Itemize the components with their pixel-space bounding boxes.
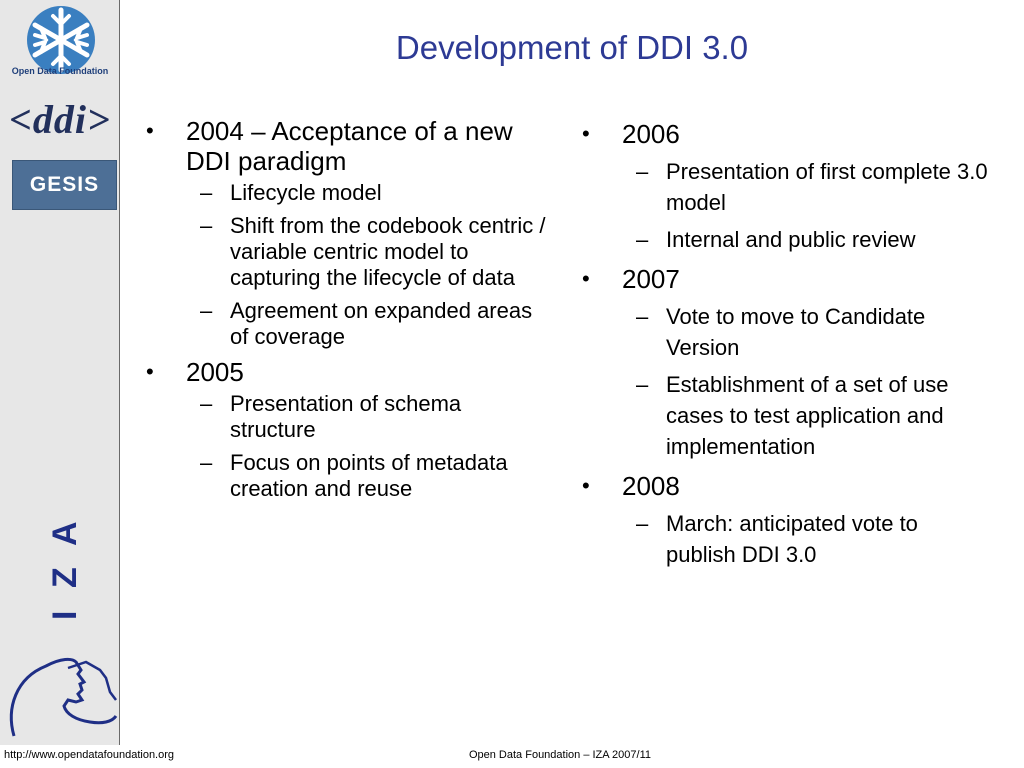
sub-bullet-item	[622, 156, 990, 218]
sub-bullet-list	[186, 391, 549, 502]
sub-bullet-text: Vote to move to Candidate Version	[666, 304, 926, 360]
sub-bullet-dash: –	[200, 450, 213, 475]
sub-bullet-list	[622, 301, 990, 462]
sub-bullet-list	[622, 508, 990, 570]
left-column	[144, 116, 549, 509]
sub-bullet-text: Presentation of schema structure	[230, 391, 462, 442]
sub-bullet-item	[186, 213, 549, 291]
sub-bullet-text: Lifecycle model	[230, 180, 382, 205]
bullet-text: 2006	[622, 119, 680, 149]
bullet-dot: •	[582, 121, 590, 146]
slide-title: Development of DDI 3.0	[395, 29, 749, 66]
sub-bullet-text: Shift from the codebook centric / variable centric model to capturing the lifecycle of data	[230, 213, 546, 290]
sub-bullet-dash: –	[200, 213, 213, 238]
bullet-text: 2004 – Acceptance of a new DDI paradigm	[186, 116, 513, 176]
svg-text:A: A	[46, 521, 84, 546]
sub-bullet-item	[186, 391, 549, 443]
sub-bullet-text: March: anticipated vote to publish DDI 3.0	[666, 511, 918, 567]
sub-bullet-dash: –	[636, 372, 649, 397]
left-bullet-list	[144, 116, 549, 502]
sub-bullet-item	[622, 301, 990, 363]
sub-bullet-dash: –	[636, 159, 649, 184]
svg-text:Z: Z	[46, 567, 84, 588]
sub-bullet-text: Agreement on expanded areas of coverage	[230, 298, 533, 349]
sub-bullet-dash: –	[200, 298, 213, 323]
bullet-dot: •	[146, 118, 154, 143]
sub-bullet-item	[622, 508, 990, 570]
sub-bullet-dash: –	[636, 511, 649, 536]
sub-bullet-item	[186, 180, 549, 206]
bullet-item	[580, 116, 990, 255]
ddi-logo: <ddi>	[9, 97, 111, 142]
sub-bullet-item	[622, 224, 990, 255]
sub-bullet-list	[186, 180, 549, 350]
bullet-item	[144, 357, 549, 502]
bullet-item	[144, 116, 549, 350]
logo-sidebar	[0, 0, 120, 745]
gesis-logo: GESIS	[12, 160, 117, 210]
iza-profile-logo	[6, 648, 118, 738]
bullet-dot: •	[582, 473, 590, 498]
sub-bullet-text: Focus on points of metadata creation and reuse	[230, 450, 508, 501]
sub-bullet-list	[622, 156, 990, 255]
bullet-text: 2007	[622, 264, 680, 294]
footer-center-text: Open Data Foundation – IZA 2007/11	[468, 749, 652, 761]
sub-bullet-item	[622, 369, 990, 462]
sub-bullet-dash: –	[200, 180, 213, 205]
iza-logo-letters	[14, 508, 104, 638]
sub-bullet-item	[186, 298, 549, 350]
odf-logo-text: Open Data Foundation	[11, 66, 109, 76]
svg-text:I: I	[46, 610, 84, 620]
sub-bullet-item	[186, 450, 549, 502]
sub-bullet-text: Presentation of first complete 3.0 model	[666, 159, 988, 215]
sub-bullet-text: Internal and public review	[666, 227, 916, 252]
bullet-dot: •	[146, 359, 154, 384]
right-bullet-list	[580, 116, 990, 570]
bullet-text: 2005	[186, 357, 244, 387]
sub-bullet-text: Establishment of a set of use cases to test application and implementation	[666, 372, 949, 459]
bullet-text: 2008	[622, 471, 680, 501]
footer-url[interactable]: http://www.opendatafoundation.org	[4, 749, 175, 761]
bullet-item	[580, 261, 990, 462]
sub-bullet-dash: –	[200, 391, 213, 416]
sub-bullet-dash: –	[636, 227, 649, 252]
sub-bullet-dash: –	[636, 304, 649, 329]
bullet-item	[580, 468, 990, 570]
right-column	[580, 116, 990, 576]
bullet-dot: •	[582, 266, 590, 291]
